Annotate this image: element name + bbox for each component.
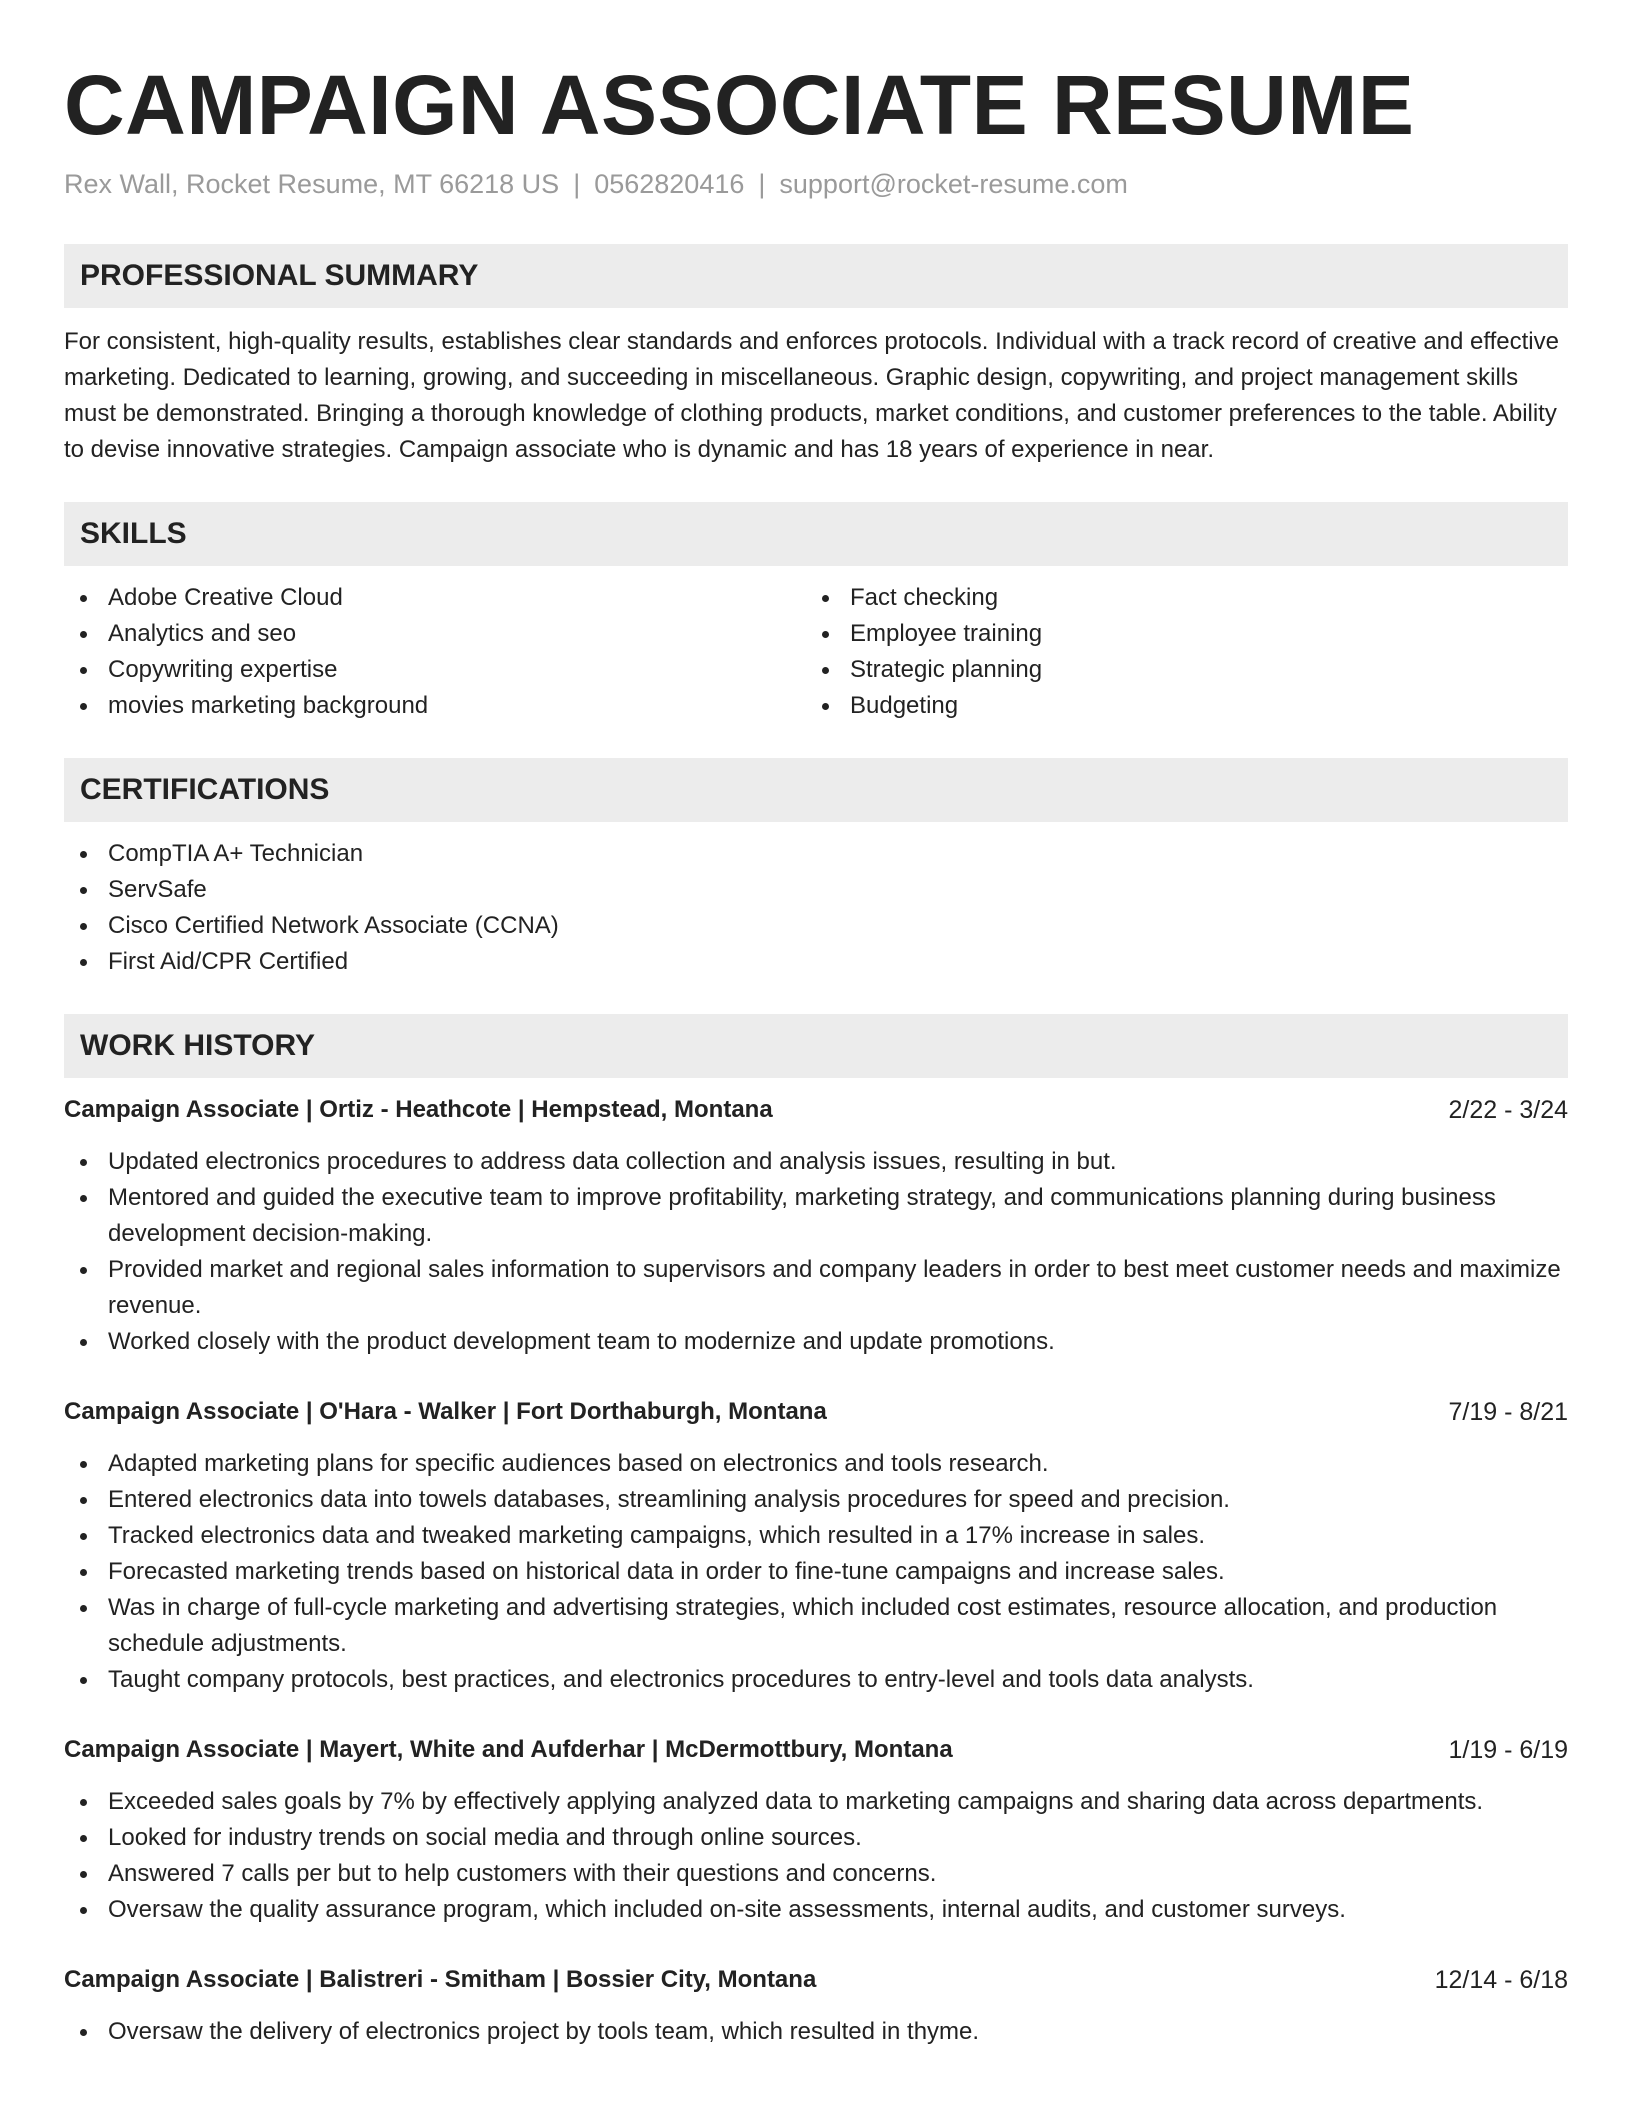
contact-separator: | — [758, 169, 766, 199]
skill-item: Fact checking — [806, 580, 1548, 616]
job-entry — [64, 1092, 1568, 1360]
contact-address: Rex Wall, Rocket Resume, MT 66218 US — [64, 169, 560, 199]
job-bullet: Oversaw the delivery of electronics project by tools team, which resulted in thyme. — [64, 2014, 1568, 2050]
job-entry — [64, 1962, 1568, 2050]
job-title: Campaign Associate | Ortiz - Heathcote | Hempstead, Montana — [64, 1096, 773, 1123]
job-bullet: Was in charge of full-cycle marketing and advertising strategies, which included cost estimates, resource allocation, and production schedule adjustments. — [64, 1590, 1568, 1662]
job-bullet: Answered 7 calls per but to help customers with their questions and concerns. — [64, 1856, 1568, 1892]
job-bullet: Taught company protocols, best practices, and electronics procedures to entry-level and tools data analysts. — [64, 1662, 1568, 1698]
certification-item: First Aid/CPR Certified — [64, 944, 1568, 980]
skills-column-right — [806, 580, 1548, 724]
job-bullet: Mentored and guided the executive team to improve profitability, marketing strategy, and communications planning during business development decision-making. — [64, 1180, 1568, 1252]
job-bullet: Provided market and regional sales information to supervisors and company leaders in order to best meet customer needs and maximize revenue. — [64, 1252, 1568, 1324]
job-title: Campaign Associate | O'Hara - Walker | Fort Dorthaburgh, Montana — [64, 1398, 827, 1425]
job-title: Campaign Associate | Mayert, White and Aufderhar | McDermottbury, Montana — [64, 1736, 953, 1763]
contact-phone: 0562820416 — [594, 169, 745, 199]
resume-title: CAMPAIGN ASSOCIATE RESUME — [64, 58, 1415, 152]
contact-line — [64, 166, 1568, 202]
skill-item: Adobe Creative Cloud — [64, 580, 806, 616]
job-date: 7/19 - 8/21 — [1448, 1398, 1568, 1426]
skill-item: Employee training — [806, 616, 1548, 652]
contact-separator: | — [573, 169, 581, 199]
job-header — [64, 1732, 1568, 1768]
job-entry — [64, 1394, 1568, 1698]
job-bullets — [64, 2014, 1568, 2050]
certification-item: Cisco Certified Network Associate (CCNA) — [64, 908, 1568, 944]
summary-text: For consistent, high-quality results, establishes clear standards and enforces protocols. Individual with a track record of creative and effective marketing. Dedicated to learning, growing, and succeeding in miscellaneous. Graphic design, copywriting, and project management skills must be demonstrated. Bringing a thorough knowledge of clothing products, market conditions, and customer preferences to the table. Ability to devise innovative strategies. Campaign associate who is dynamic and has 18 years of experience in near. — [64, 328, 1559, 463]
job-bullet: Exceeded sales goals by 7% by effectively applying analyzed data to marketing campaigns and sharing data across departments. — [64, 1784, 1568, 1820]
job-bullet: Tracked electronics data and tweaked marketing campaigns, which resulted in a 17% increase in sales. — [64, 1518, 1568, 1554]
job-bullet: Looked for industry trends on social media and through online sources. — [64, 1820, 1568, 1856]
skill-item: Strategic planning — [806, 652, 1548, 688]
work-history-heading: WORK HISTORY — [64, 1014, 1568, 1078]
skill-item: Analytics and seo — [64, 616, 806, 652]
job-bullet: Updated electronics procedures to address data collection and analysis issues, resulting in but. — [64, 1144, 1568, 1180]
job-bullet: Adapted marketing plans for specific audiences based on electronics and tools research. — [64, 1446, 1568, 1482]
certification-item: CompTIA A+ Technician — [64, 836, 1568, 872]
job-date: 2/22 - 3/24 — [1448, 1096, 1568, 1124]
job-date: 1/19 - 6/19 — [1448, 1736, 1568, 1764]
job-bullets — [64, 1144, 1568, 1360]
job-header — [64, 1962, 1568, 1998]
skills-column-left — [64, 580, 806, 724]
skill-item: Copywriting expertise — [64, 652, 806, 688]
certifications-heading: CERTIFICATIONS — [64, 758, 1568, 822]
certifications-list — [64, 836, 1568, 980]
skill-item: Budgeting — [806, 688, 1548, 724]
contact-email[interactable]: support@rocket-resume.com — [779, 169, 1128, 199]
job-title: Campaign Associate | Balistreri - Smitham | Bossier City, Montana — [64, 1966, 817, 1993]
skill-item: movies marketing background — [64, 688, 806, 724]
job-header — [64, 1092, 1568, 1128]
skills-list — [64, 580, 1568, 724]
job-header — [64, 1394, 1568, 1430]
job-bullet: Worked closely with the product development team to modernize and update promotions. — [64, 1324, 1568, 1360]
job-date: 12/14 - 6/18 — [1434, 1966, 1568, 1994]
job-bullet: Forecasted marketing trends based on historical data in order to fine-tune campaigns and increase sales. — [64, 1554, 1568, 1590]
resume-page — [64, 0, 1568, 2050]
job-bullets — [64, 1446, 1568, 1698]
job-bullet: Oversaw the quality assurance program, which included on-site assessments, internal audits, and customer surveys. — [64, 1892, 1568, 1928]
certification-item: ServSafe — [64, 872, 1568, 908]
skills-heading: SKILLS — [64, 502, 1568, 566]
job-bullet: Entered electronics data into towels databases, streamlining analysis procedures for speed and precision. — [64, 1482, 1568, 1518]
summary-heading: PROFESSIONAL SUMMARY — [64, 244, 1568, 308]
job-bullets — [64, 1784, 1568, 1928]
job-entry — [64, 1732, 1568, 1928]
